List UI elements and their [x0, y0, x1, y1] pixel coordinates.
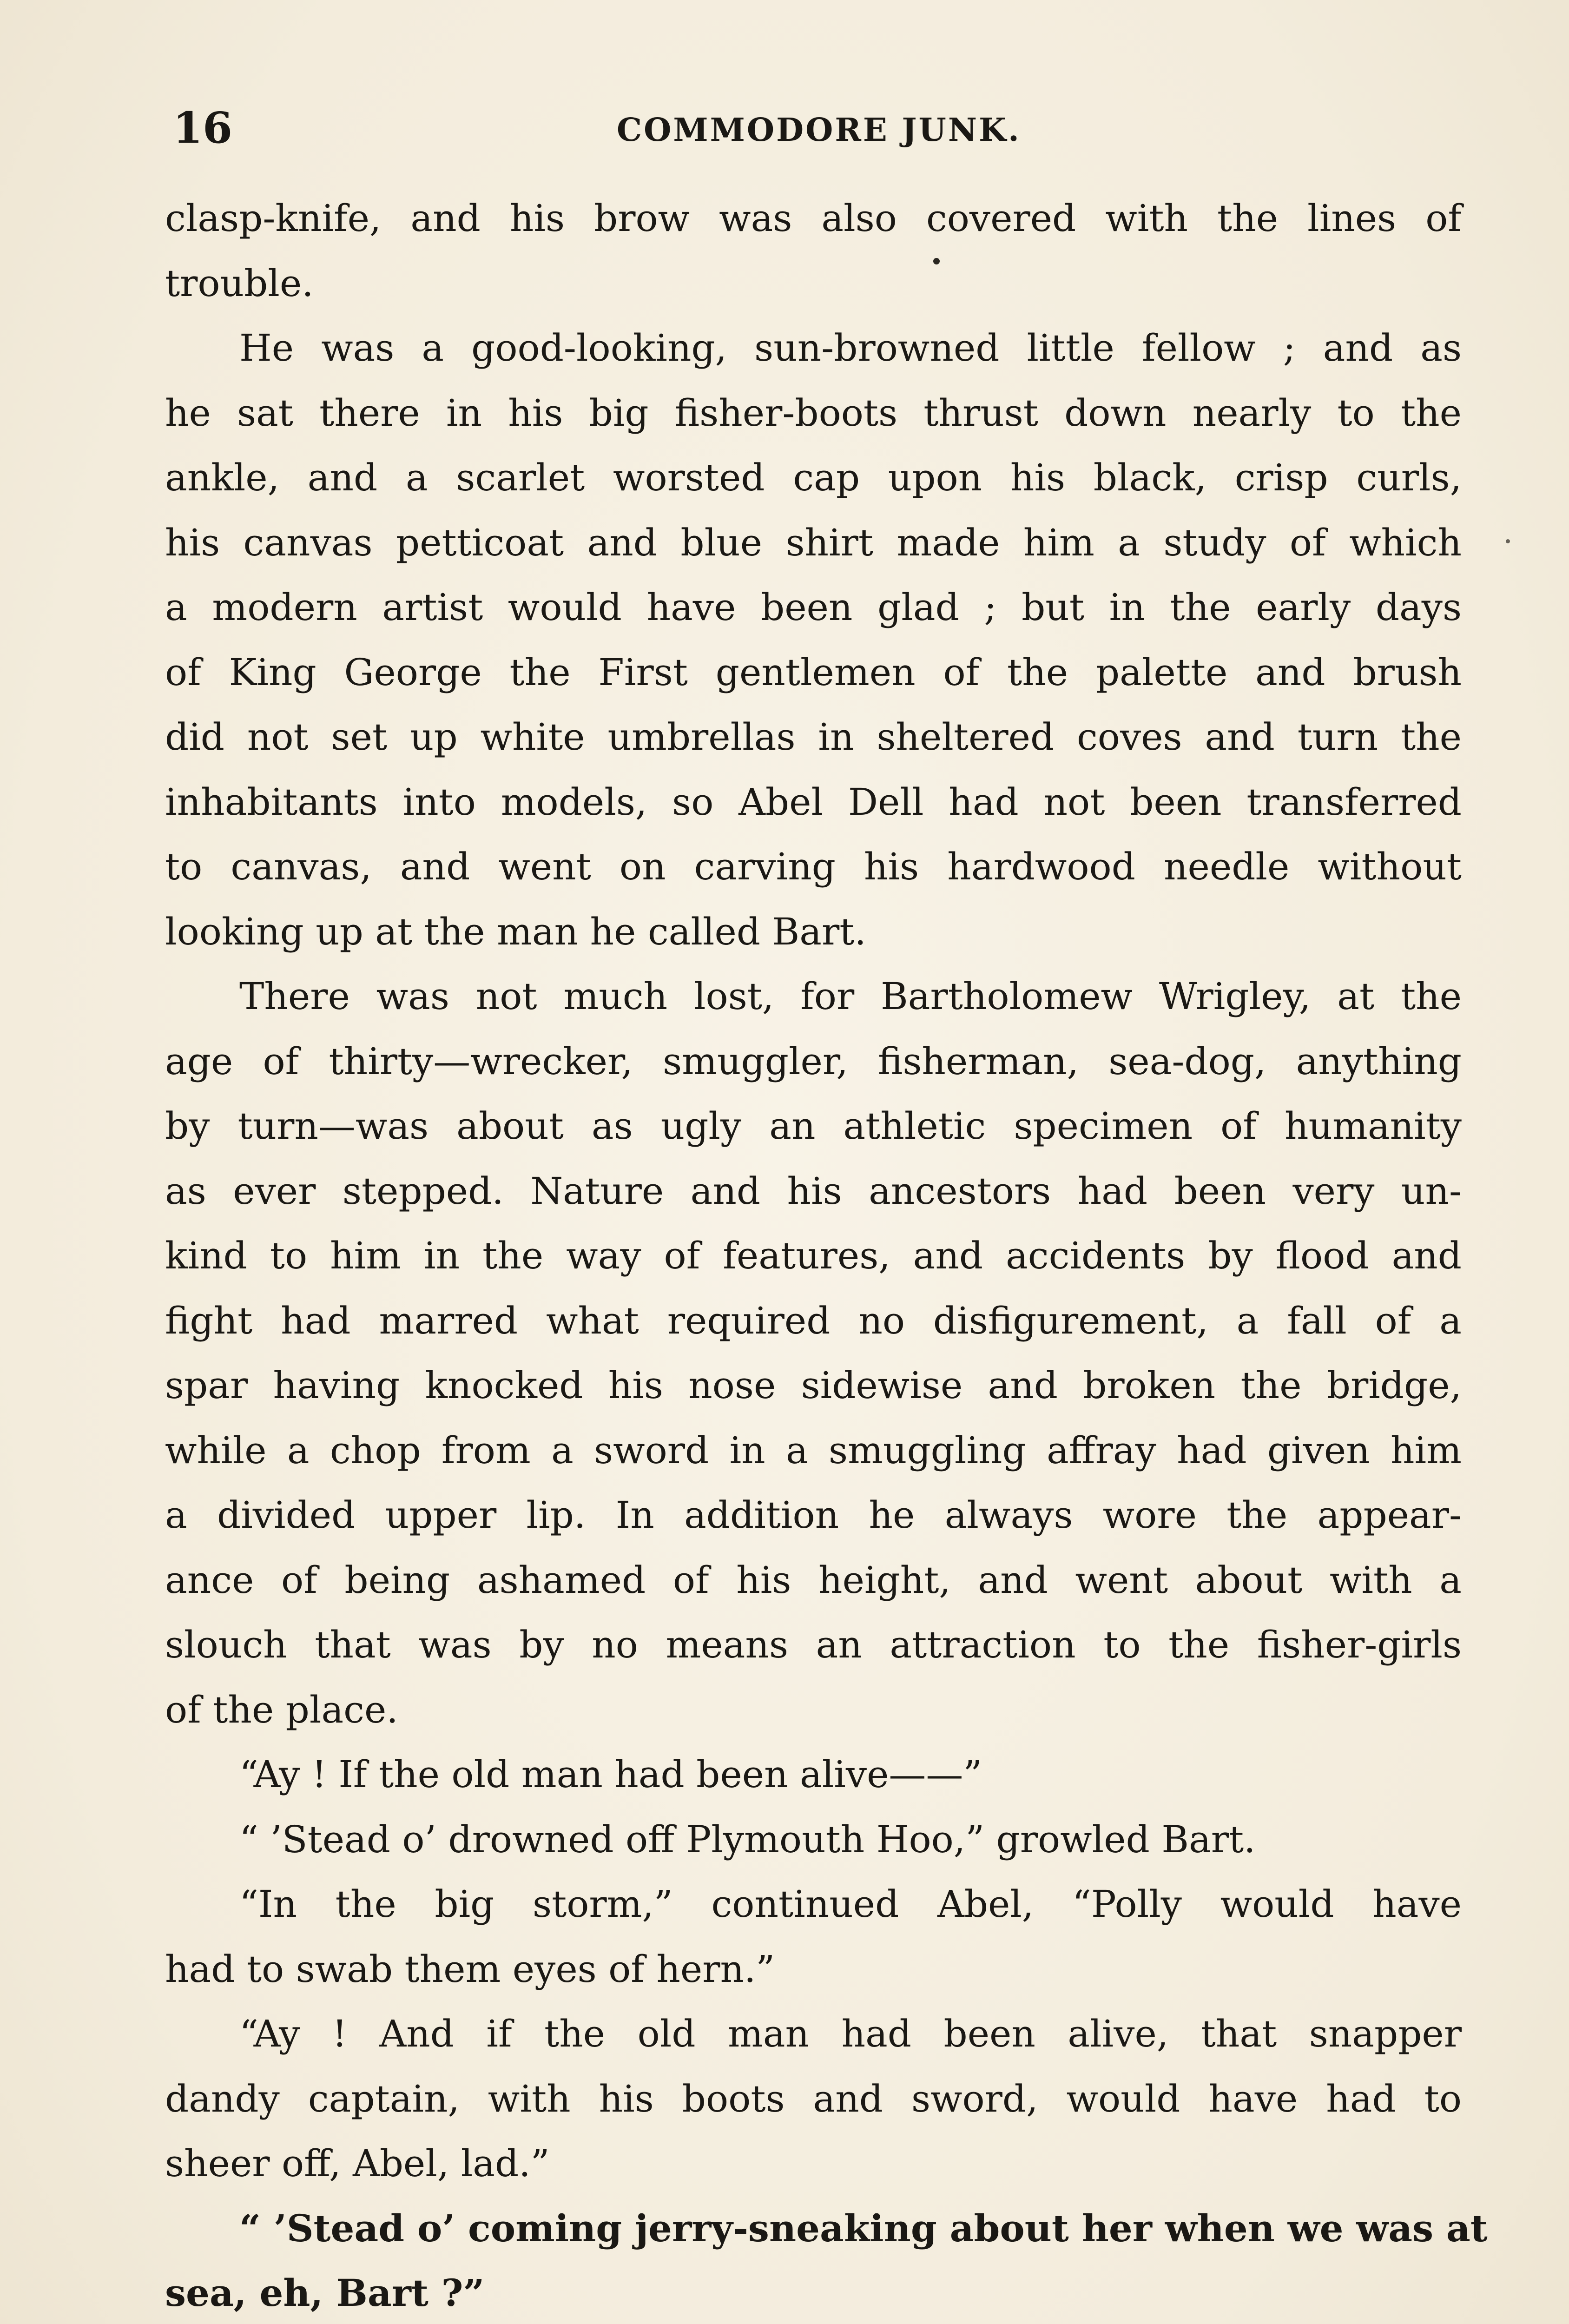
text-line: looking up at the man he called Bart.: [165, 910, 866, 953]
text-line: fight had marred what required no disfigurement, a fall of a: [165, 1299, 1462, 1342]
text-line: of the place.: [165, 1688, 398, 1731]
text-line: to canvas, and went on carving his hardwood needle without: [165, 845, 1462, 888]
text-line: He was a good-looking, sun-browned little fellow ; and as: [239, 326, 1462, 370]
text-line: ankle, and a scarlet worsted cap upon his black, crisp curls,: [165, 456, 1462, 499]
text-line: he sat there in his big fisher-boots thrust down nearly to the: [165, 391, 1462, 435]
text-line: by turn—was about as ugly an athletic specimen of humanity: [165, 1104, 1462, 1148]
body-text: [165, 186, 1488, 2324]
text-line: “Ay ! And if the old man had been alive, that snapper: [239, 2012, 1462, 2055]
text-line: a modern artist would have been glad ; but in the early days: [165, 586, 1462, 629]
text-line: while a chop from a sword in a smuggling affray had given him: [165, 1428, 1462, 1472]
page-number: 16: [173, 103, 233, 153]
text-line: slouch that was by no means an attraction to the fisher-girls: [165, 1623, 1462, 1666]
text-line: ance of being ashamed of his height, and went about with a: [165, 1558, 1462, 1602]
text-line: spar having knocked his nose sidewise and broken the bridge,: [165, 1364, 1462, 1407]
print-speck: [1506, 539, 1510, 543]
page-header: [173, 100, 1465, 156]
running-title: COMMODORE JUNK.: [617, 112, 1021, 149]
text-line: There was not much lost, for Bartholomew Wrigley, at the: [239, 975, 1462, 1018]
text-line: “In the big storm,” continued Abel, “Polly would have: [239, 1882, 1462, 1926]
text-line: clasp-knife, and his brow was also covered with the lines of: [165, 197, 1462, 240]
text-line: as ever stepped. Nature and his ancestors had been very un-: [165, 1169, 1462, 1213]
text-line: “ ’Stead o’ coming jerry-sneaking about her when we was at: [239, 2206, 1488, 2250]
print-speck: [933, 258, 940, 264]
text-line: dandy captain, with his boots and sword, would have had to: [165, 2077, 1462, 2120]
text-line: “ ’Stead o’ drowned off Plymouth Hoo,” growled Bart.: [239, 1817, 1256, 1861]
text-line: sea, eh, Bart ?”: [165, 2271, 485, 2315]
text-line: age of thirty—wrecker, smuggler, fisherman, sea-dog, anything: [165, 1039, 1462, 1083]
text-line: of King George the First gentlemen of the palette and brush: [165, 650, 1462, 694]
text-line: sheer off, Abel, lad.”: [165, 2142, 550, 2185]
text-line: had to swab them eyes of hern.”: [165, 1947, 775, 1991]
text-line: did not set up white umbrellas in sheltered coves and turn the: [165, 715, 1462, 759]
text-line: “Ay ! If the old man had been alive——”: [239, 1753, 982, 1796]
text-line: his canvas petticoat and blue shirt made him a study of which: [165, 521, 1462, 564]
text-line: inhabitants into models, so Abel Dell had not been transferred: [165, 780, 1462, 824]
text-line: trouble.: [165, 261, 314, 305]
text-line: kind to him in the way of features, and accidents by flood and: [165, 1234, 1462, 1277]
text-line: a divided upper lip. In addition he always wore the appear-: [165, 1493, 1462, 1537]
